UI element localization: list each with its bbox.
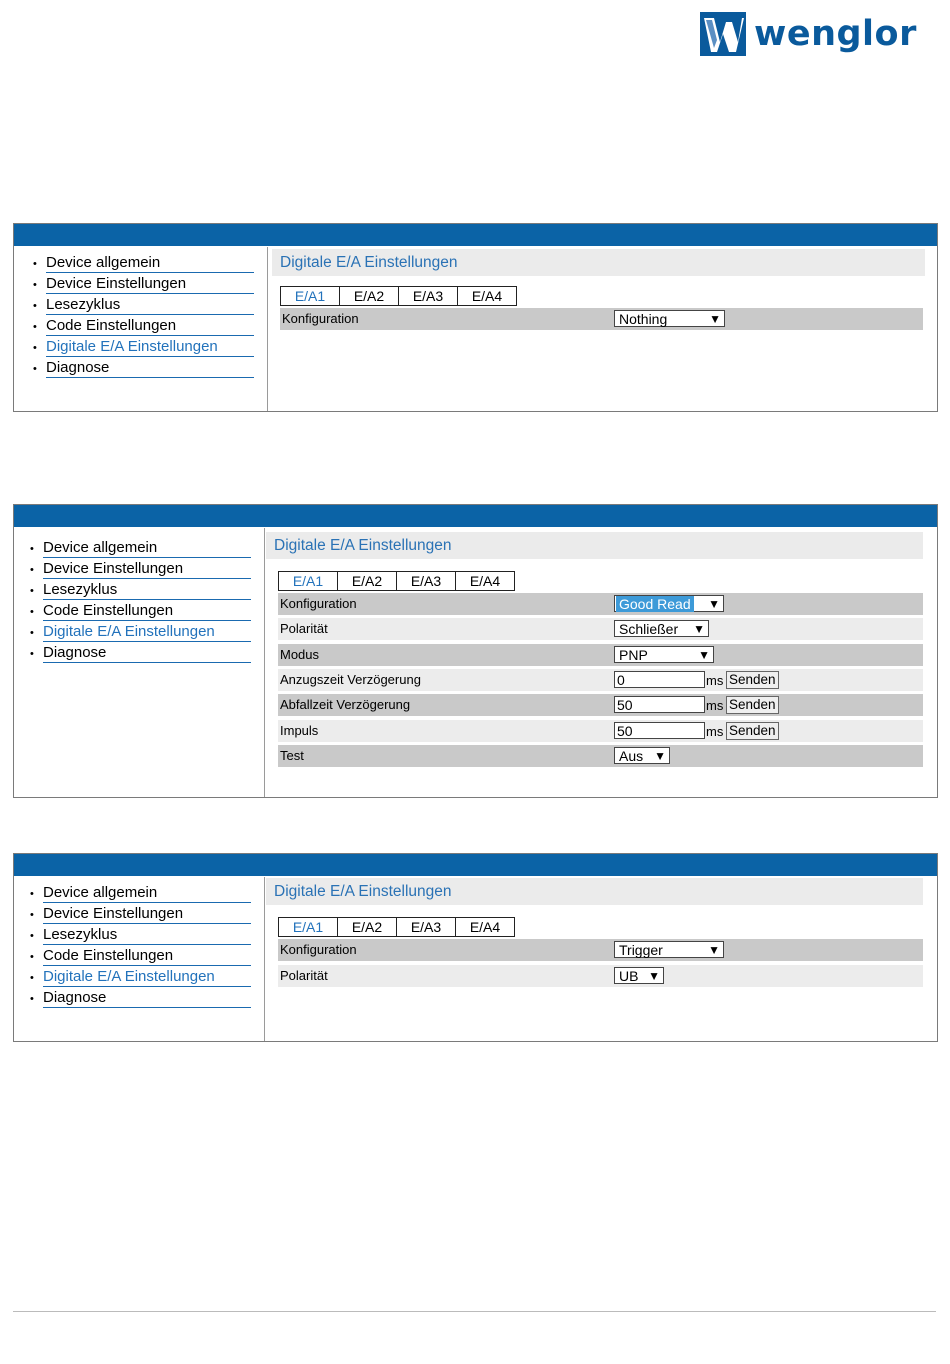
bullet-icon: •	[30, 606, 34, 618]
row-label: Anzugszeit Verzögerung	[280, 672, 421, 687]
io-tabs	[278, 917, 515, 937]
anzugszeit-send-button[interactable]: Senden	[726, 671, 779, 689]
test-select[interactable]: Aus ▼	[614, 747, 670, 764]
bullet-icon: •	[30, 930, 34, 942]
bullet-icon: •	[30, 585, 34, 597]
registered-mark: ®	[736, 11, 742, 20]
sidebar-nav: • Device allgemein • Device Einstellungen • Lesezyklus • Code Einstellungen • Digitale E/A Einstellungen • Diagnose	[14, 877, 265, 1041]
bullet-icon: •	[33, 342, 37, 354]
polaritaet-row	[278, 618, 923, 640]
bullet-icon: •	[33, 279, 37, 291]
chevron-down-icon: ▼	[708, 943, 720, 957]
chevron-down-icon: ▼	[648, 969, 660, 983]
page-title: Digitale E/A Einstellungen	[266, 532, 923, 559]
chevron-down-icon: ▼	[709, 312, 721, 326]
bullet-icon: •	[33, 258, 37, 270]
bullet-icon: •	[33, 300, 37, 312]
abfallzeit-send-button[interactable]: Senden	[726, 696, 779, 714]
page-title: Digitale E/A Einstellungen	[272, 249, 925, 276]
row-label: Konfiguration	[282, 311, 359, 326]
main-content	[268, 247, 937, 411]
panel-header-bar	[14, 505, 937, 527]
settings-panel-2	[13, 504, 938, 798]
tab-ea3[interactable]: E/A3	[396, 918, 455, 936]
config-row	[278, 593, 923, 615]
io-tabs	[278, 571, 515, 591]
chevron-down-icon: ▼	[698, 648, 710, 662]
settings-panel-3	[13, 853, 938, 1042]
main-content	[265, 528, 937, 797]
bullet-icon: •	[30, 909, 34, 921]
tab-ea1[interactable]: E/A1	[294, 288, 326, 304]
main-content	[265, 877, 937, 1041]
impuls-row	[278, 720, 923, 742]
tab-ea3[interactable]: E/A3	[396, 572, 455, 590]
row-label: Polarität	[280, 621, 328, 636]
tab-ea2[interactable]: E/A2	[339, 287, 398, 305]
chevron-down-icon: ▼	[654, 749, 666, 763]
bullet-icon: •	[30, 993, 34, 1005]
tab-ea4[interactable]: E/A4	[455, 572, 514, 590]
row-label: Polarität	[280, 968, 328, 983]
row-label: Test	[280, 748, 304, 763]
bullet-icon: •	[33, 363, 37, 375]
bullet-icon: •	[30, 951, 34, 963]
konfiguration-select[interactable]: Nothing ▼	[614, 310, 725, 327]
tab-ea3[interactable]: E/A3	[398, 287, 457, 305]
polaritaet-row	[278, 965, 923, 987]
unit-label: ms	[706, 673, 724, 688]
test-row	[278, 745, 923, 767]
config-row	[278, 939, 923, 961]
bullet-icon: •	[30, 972, 34, 984]
row-label: Konfiguration	[280, 596, 357, 611]
tab-ea4[interactable]: E/A4	[457, 287, 516, 305]
bullet-icon: •	[30, 627, 34, 639]
anzugszeit-input[interactable]: 0	[614, 671, 705, 688]
row-label: Abfallzeit Verzögerung	[280, 697, 411, 712]
unit-label: ms	[706, 698, 724, 713]
panel-header-bar	[14, 224, 937, 246]
footer-divider	[13, 1311, 936, 1312]
bullet-icon: •	[30, 564, 34, 576]
wenglor-logo-text: wenglor	[754, 13, 917, 54]
tab-ea2[interactable]: E/A2	[337, 918, 396, 936]
anzugszeit-row	[278, 669, 923, 691]
sidebar-nav: • Device allgemein • Device Einstellungen • Lesezyklus • Code Einstellungen • Digitale E/A Einstellungen • Diagnose	[14, 247, 268, 411]
konfiguration-select[interactable]: Good Read ▼	[614, 595, 724, 612]
konfiguration-select[interactable]: Trigger ▼	[614, 941, 724, 958]
modus-select[interactable]: PNP ▼	[614, 646, 714, 663]
polaritaet-select[interactable]: Schließer ▼	[614, 620, 709, 637]
chevron-down-icon: ▼	[708, 597, 720, 611]
settings-panel-1	[13, 223, 938, 412]
polaritaet-select[interactable]: UB ▼	[614, 967, 664, 984]
bullet-icon: •	[30, 648, 34, 660]
abfallzeit-row	[278, 694, 923, 716]
tab-ea1[interactable]: E/A1	[292, 573, 324, 589]
panel-header-bar	[14, 854, 937, 876]
bullet-icon: •	[30, 888, 34, 900]
row-label: Konfiguration	[280, 942, 357, 957]
impuls-send-button[interactable]: Senden	[726, 722, 779, 740]
config-row	[280, 308, 923, 330]
tab-ea2[interactable]: E/A2	[337, 572, 396, 590]
impuls-input[interactable]: 50	[614, 722, 705, 739]
tab-ea1[interactable]: E/A1	[292, 919, 324, 935]
bullet-icon: •	[33, 321, 37, 333]
bullet-icon: •	[30, 543, 34, 555]
sidebar-nav: • Device allgemein • Device Einstellungen • Lesezyklus • Code Einstellungen • Digitale E/A Einstellungen • Diagnose	[14, 528, 265, 797]
tab-ea4[interactable]: E/A4	[455, 918, 514, 936]
unit-label: ms	[706, 724, 724, 739]
page-title: Digitale E/A Einstellungen	[266, 878, 923, 905]
row-label: Modus	[280, 647, 320, 662]
modus-row	[278, 644, 923, 666]
row-label: Impuls	[280, 723, 319, 738]
io-tabs	[280, 286, 517, 306]
abfallzeit-input[interactable]: 50	[614, 696, 705, 713]
chevron-down-icon: ▼	[693, 622, 705, 636]
